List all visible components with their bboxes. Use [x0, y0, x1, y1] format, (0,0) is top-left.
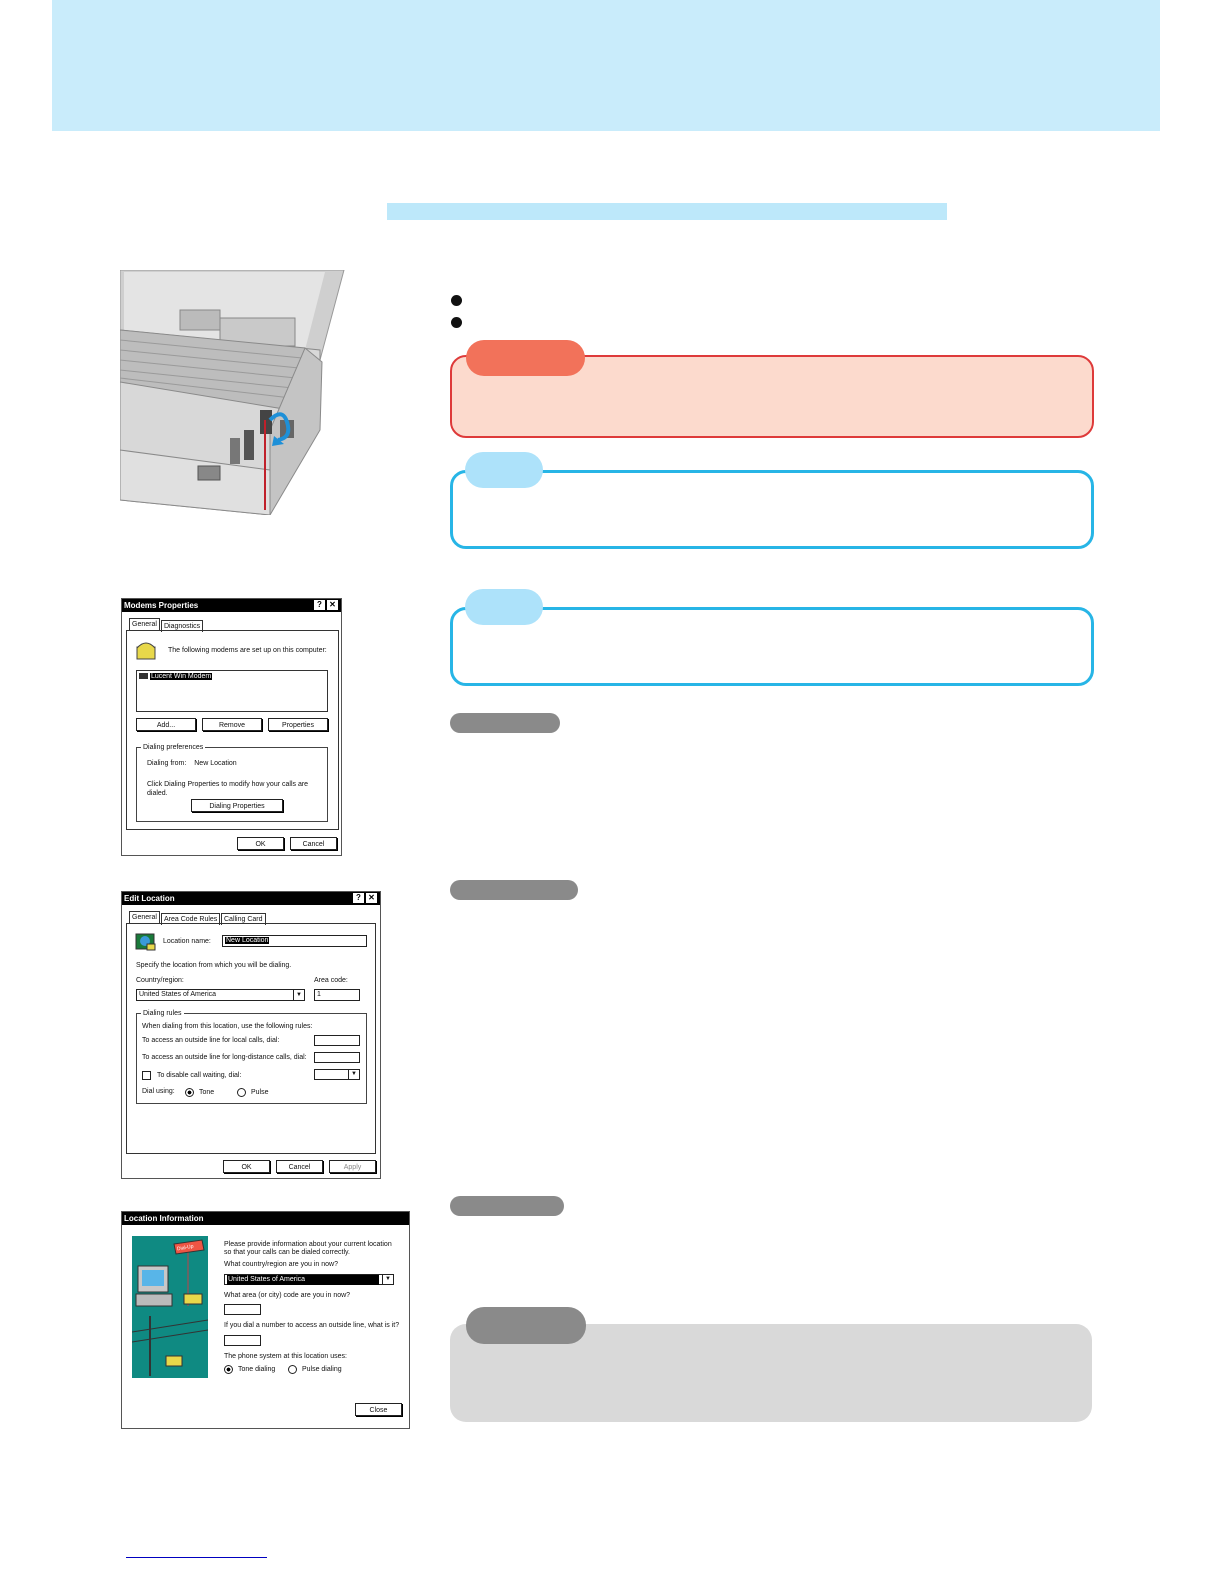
bullet-2 — [451, 317, 462, 328]
location-illustration — [132, 1236, 208, 1378]
pulse-dialing-radio[interactable] — [288, 1365, 342, 1374]
radio-selected-icon[interactable] — [224, 1365, 233, 1374]
local-calls-input[interactable] — [314, 1035, 360, 1046]
caution-tab — [466, 340, 585, 376]
chevron-down-icon[interactable]: ▼ — [293, 990, 304, 1000]
chevron-down-icon[interactable]: ▼ — [382, 1275, 393, 1284]
dialing-preferences-group — [136, 744, 328, 822]
dialing-from-row — [147, 760, 237, 767]
note-box-1 — [450, 470, 1094, 549]
modem-name: Lucent Win Modem — [150, 673, 212, 680]
dialog-title: Location Information — [122, 1212, 409, 1225]
tab-calling-card[interactable]: Calling Card — [221, 913, 266, 925]
note-tab-2 — [465, 589, 543, 625]
note-tab-1 — [465, 452, 543, 488]
add-button[interactable]: Add... — [136, 718, 196, 731]
dialing-from-label: Dialing from: — [147, 760, 187, 767]
tab-diagnostics[interactable]: Diagnostics — [161, 620, 203, 632]
dialog-title: Modems Properties — [122, 599, 341, 612]
computer-phone-illustration — [132, 1236, 208, 1378]
country-select[interactable] — [224, 1274, 394, 1285]
radio-unselected-icon[interactable] — [288, 1365, 297, 1374]
local-calls-label: To access an outside line for local calls, dial: — [142, 1037, 280, 1044]
dialing-rules-group — [136, 1010, 367, 1104]
location-information-dialog — [121, 1211, 410, 1429]
apply-button[interactable]: Apply — [329, 1160, 376, 1173]
tone-dialing-label: Tone dialing — [237, 1366, 276, 1374]
close-icon[interactable]: ✕ — [366, 893, 377, 903]
area-question: What area (or city) code are you in now? — [224, 1292, 351, 1299]
call-waiting-label: To disable call waiting, dial: — [156, 1072, 242, 1080]
section-title-bar — [387, 203, 947, 220]
phone-system-label: The phone system at this location uses: — [224, 1353, 347, 1360]
tone-label: Tone — [198, 1089, 215, 1097]
radio-unselected-icon[interactable] — [237, 1088, 246, 1097]
modems-intro-text: The following modems are set up on this computer: — [168, 647, 327, 654]
rules-intro: When dialing from this location, use the following rules: — [142, 1023, 313, 1030]
location-intro-text: Please provide information about your current location so that your calls can be dialed correctly. — [224, 1241, 392, 1256]
sign-text: Dial-Up — [176, 1243, 195, 1253]
edit-location-dialog — [121, 891, 381, 1179]
header-band — [52, 0, 1160, 131]
pulse-dialing-label: Pulse dialing — [301, 1366, 342, 1374]
country-select-value: United States of America — [139, 991, 217, 998]
ok-button[interactable]: OK — [237, 837, 284, 850]
help-icon[interactable]: ? — [353, 893, 364, 903]
pulse-radio[interactable] — [237, 1088, 268, 1097]
area-code-label: Area code: — [314, 977, 348, 984]
location-name-label: Location name: — [163, 938, 211, 945]
step-pill-1 — [450, 713, 560, 733]
radio-selected-icon[interactable] — [185, 1088, 194, 1097]
note-box-2 — [450, 607, 1094, 686]
callout-line — [264, 420, 266, 510]
long-distance-label: To access an outside line for long-distance calls, dial: — [142, 1054, 307, 1061]
dialog-title: Edit Location — [122, 892, 380, 905]
laptop-modem-port-illustration — [120, 270, 346, 515]
bullet-1 — [451, 295, 462, 306]
outside-line-question: If you dial a number to access an outside line, what is it? — [224, 1322, 400, 1329]
modem-list-item[interactable] — [139, 673, 212, 680]
modem-list[interactable] — [136, 670, 328, 712]
call-waiting-checkbox[interactable] — [142, 1071, 151, 1080]
dialing-help-text: Click Dialing Properties to modify how your calls are dialed. — [147, 781, 309, 797]
tab-general[interactable]: General — [129, 911, 160, 923]
tone-dialing-radio[interactable] — [224, 1365, 275, 1374]
globe-phone-icon — [135, 932, 157, 952]
tone-radio[interactable] — [185, 1088, 214, 1097]
step-pill-2 — [450, 880, 578, 900]
group-title: Dialing preferences — [143, 744, 204, 751]
cancel-button[interactable]: Cancel — [276, 1160, 323, 1173]
modem-icon — [139, 673, 148, 679]
pulse-label: Pulse — [250, 1089, 269, 1097]
gray-note-tab — [466, 1307, 586, 1344]
cancel-button[interactable]: Cancel — [290, 837, 337, 850]
area-code-input[interactable]: 1 — [314, 989, 360, 1001]
phone-icon — [135, 639, 157, 661]
area-code-input[interactable] — [224, 1304, 261, 1315]
country-select-value: United States of America — [227, 1275, 379, 1285]
dial-using-label: Dial using: — [142, 1088, 175, 1095]
dialing-properties-button[interactable]: Dialing Properties — [191, 799, 283, 812]
chevron-down-icon[interactable]: ▼ — [348, 1070, 359, 1079]
long-distance-input[interactable] — [314, 1052, 360, 1063]
location-name-input[interactable] — [222, 935, 367, 947]
country-select[interactable] — [136, 989, 305, 1001]
call-waiting-row[interactable] — [142, 1071, 241, 1080]
remove-button[interactable]: Remove — [202, 718, 262, 731]
location-name-value: New Location — [226, 937, 269, 944]
tab-area-code-rules[interactable]: Area Code Rules — [161, 913, 220, 925]
modems-properties-dialog — [121, 598, 342, 856]
footer-rule — [126, 1557, 267, 1558]
dialing-from-value: New Location — [194, 760, 237, 767]
specify-text: Specify the location from which you will be dialing. — [136, 962, 292, 969]
country-question: What country/region are you in now? — [224, 1261, 339, 1268]
call-waiting-select[interactable] — [314, 1069, 360, 1080]
close-icon[interactable]: ✕ — [327, 600, 338, 610]
tab-general[interactable]: General — [129, 618, 160, 630]
ok-button[interactable]: OK — [223, 1160, 270, 1173]
country-label: Country/region: — [136, 977, 184, 984]
outside-line-input[interactable] — [224, 1335, 261, 1346]
properties-button[interactable]: Properties — [268, 718, 328, 731]
group-title: Dialing rules — [143, 1010, 182, 1017]
step-pill-3 — [450, 1196, 564, 1216]
close-button[interactable]: Close — [355, 1403, 402, 1416]
help-icon[interactable]: ? — [314, 600, 325, 610]
